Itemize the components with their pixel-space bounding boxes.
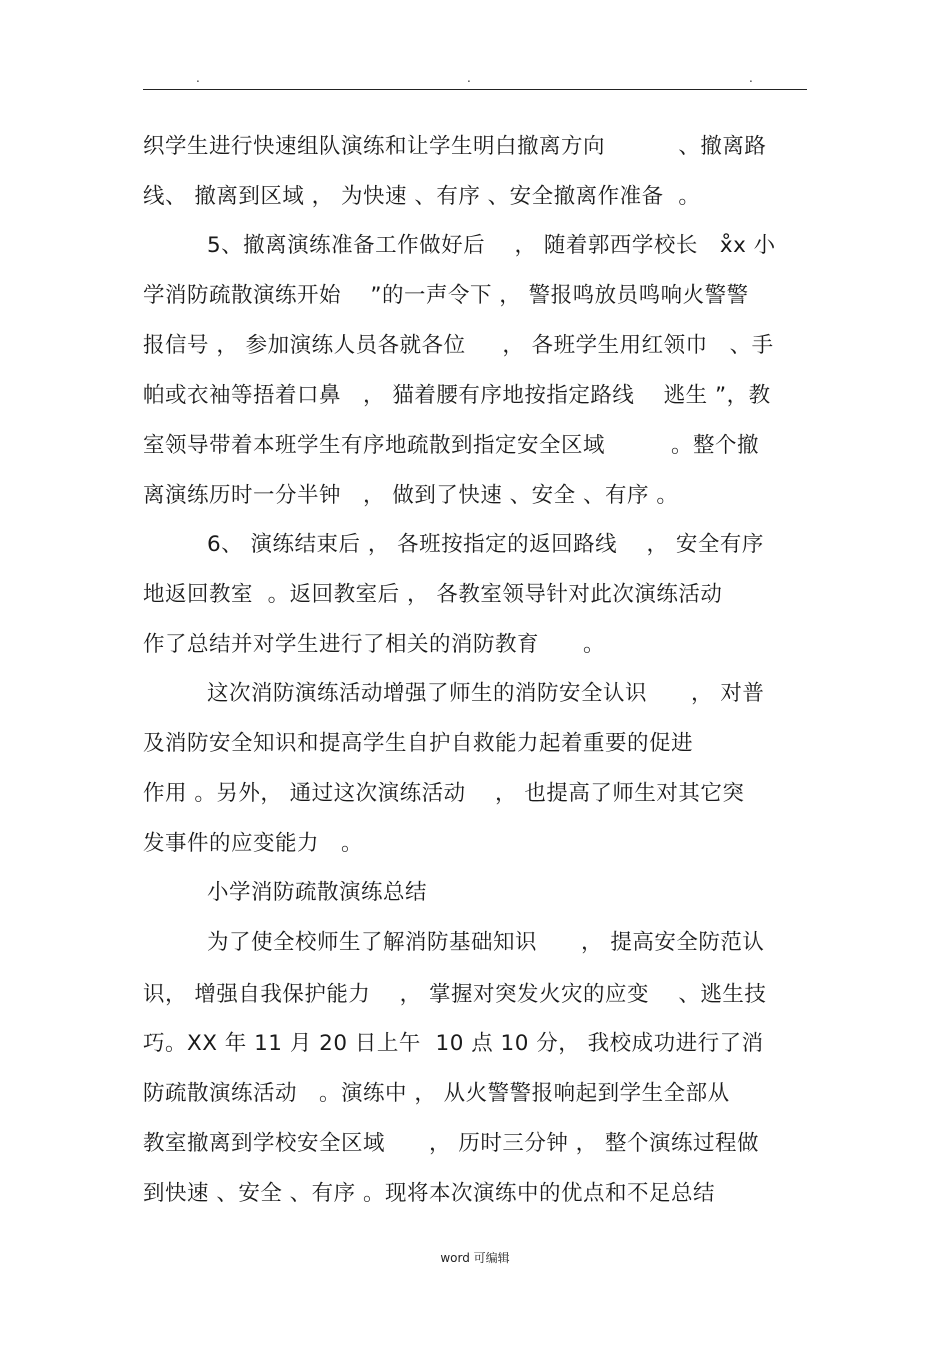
text-line: 帕或衣袖等捂着口鼻 ， 猫着腰有序地按指定路线 逃生 ”，教 [143,383,771,408]
page-footer: word 可编辑 [440,1251,510,1265]
text-line: 为了使全校师生了解消防基础知识 ， 提高安全防范认 [207,930,765,955]
text-line: 离演练历时一分半钟 ， 做到了快速 、安全 、有序 。 [143,483,679,508]
section-title: 小学消防疏散演练总结 [207,880,428,905]
header-mark: . [467,71,471,85]
text-line: 识， 增强自我保护能力 ， 掌握对突发火灾的应变 、逃生技 [143,982,767,1007]
text-line: 防疏散演练活动 。演练中 ， 从火警警报响起到学生全部从 [143,1081,730,1106]
text-line: 作了总结并对学生进行了相关的消防教育 。 [143,632,606,657]
text-line: 室领导带着本班学生有序地疏散到指定安全区域 。整个撤 [143,433,760,458]
page-header [0,72,950,86]
text-line: 及消防安全知识和提高学生自护自救能力起着重要的促进 [143,731,694,756]
text-line: 到快速 、安全 、有序 。现将本次演练中的优点和不足总结 [143,1181,716,1206]
text-line: 这次消防演练活动增强了师生的消防安全认识 ， 对普 [207,681,765,706]
header-rule [143,89,807,90]
text-line: 作用 。另外， 通过这次演练活动 ， 也提高了师生对其它突 [143,781,745,806]
text-line: 学消防疏散演练开始 ”的一声令下 ， 警报鸣放员鸣响火警警 [143,283,749,308]
text-line: 5、撤离演练准备工作做好后 ， 随着郭西学校长 x̊x 小 [207,233,776,258]
header-mark: . [196,71,200,85]
text-line: 地返回教室 。返回教室后 ， 各教室领导针对此次演练活动 [143,582,723,607]
header-mark: . [749,71,753,85]
text-line: 织学生进行快速组队演练和让学生明白撤离方向 、撤离路 [143,134,767,159]
text-line: 6、 演练结束后 ， 各班按指定的返回路线 ， 安全有序 [207,532,764,557]
text-line: 发事件的应变能力 。 [143,831,364,856]
text-line: 报信号 ， 参加演练人员各就各位 ， 各班学生用红领巾 、手 [143,333,774,358]
text-line: 线、 撤离到区域 ， 为快速 、有序 、安全撤离作准备 。 [143,184,701,209]
text-line: 教室撤离到学校安全区域 ， 历时三分钟 ， 整个演练过程做 [143,1131,760,1156]
text-line: 巧。XX 年 11 月 20 日上午 10 点 10 分， 我校成功进行了消 [143,1031,764,1056]
